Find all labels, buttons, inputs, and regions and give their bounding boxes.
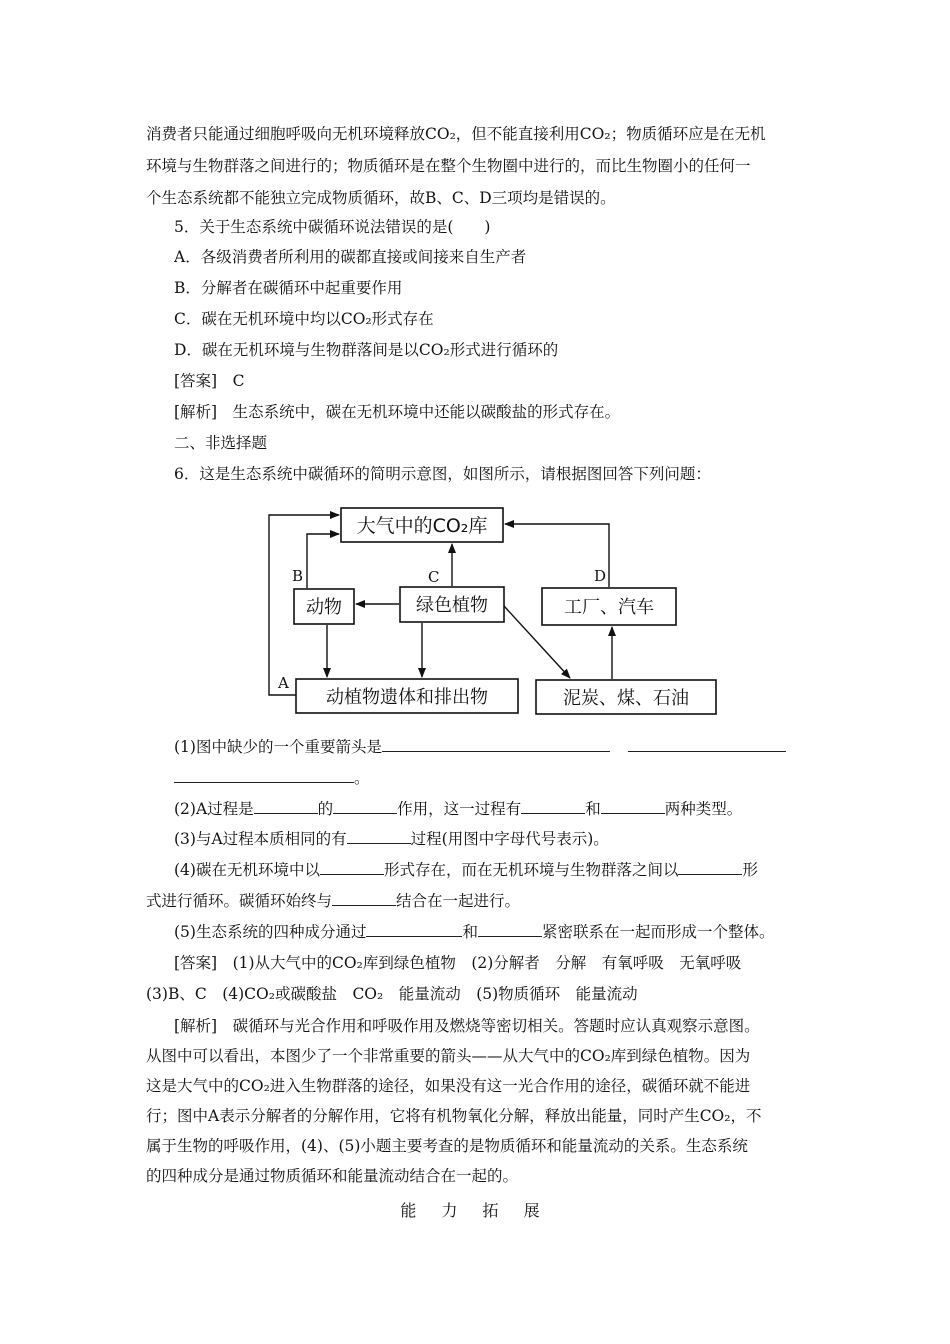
- q5-option-a: A．各级消费者所利用的碳都直接或间接来自生产者: [174, 248, 527, 266]
- q6-sub4-line1: [174, 860, 758, 880]
- q6-sub3-text: 过程(用图中字母代号表示)。: [410, 830, 609, 848]
- q5-option-b: B．分解者在碳循环中起重要作用: [174, 279, 403, 297]
- q6-sub4-text: (4)碳在无机环境中以: [174, 861, 320, 879]
- q5-option-d: D．碳在无机环境与生物群落间是以CO₂形式进行循环的: [174, 341, 559, 359]
- q5-stem: 5．关于生态系统中碳循环说法错误的是( ): [174, 218, 491, 236]
- q6-sub3: [174, 829, 609, 849]
- q6-sub3-text: (3)与A过程本质相同的有: [174, 830, 347, 848]
- q6-sub5: [174, 922, 775, 942]
- answer-blank[interactable]: [521, 799, 585, 814]
- q6-sub1: [174, 737, 786, 757]
- q6-sub4-line2: [146, 891, 520, 911]
- q6-sub1-end: 。: [354, 769, 370, 787]
- carbon-cycle-diagram: [262, 502, 732, 724]
- answer-blank[interactable]: [478, 922, 542, 937]
- remains-label: 动植物遗体和排出物: [326, 687, 488, 708]
- q6-sub1-cont: [174, 768, 370, 788]
- q6-stem: 6．这是生态系统中碳循环的简明示意图，如图所示，请根据图回答下列问题：: [174, 465, 711, 483]
- label-a: A: [278, 674, 289, 692]
- q5-option-c: C．碳在无机环境中均以CO₂形式存在: [174, 310, 434, 328]
- intro-line-3: 个生态系统都不能独立完成物质循环，故B、C、D三项均是错误的。: [146, 189, 616, 207]
- section-heading: 能 力 拓 展: [400, 1201, 550, 1220]
- q6-sub1-text: (1)图中缺少的一个重要箭头是: [174, 738, 382, 756]
- q6-answer-line-2: (3)B、C (4)CO₂或碳酸盐 CO₂ 能量流动 (5)物质循环 能量流动: [146, 985, 638, 1003]
- q6-sub4-text: 式进行循环。碳循环始终与: [146, 892, 333, 910]
- animals-label: 动物: [306, 597, 342, 618]
- q6-analysis-line-6: 的四种成分是通过物质循环和能量流动结合在一起的。: [146, 1167, 519, 1185]
- q6-analysis-line-1: [解析] 碳循环与光合作用和呼吸作用及燃烧等密切相关。答题时应认真观察示意图。: [174, 1017, 760, 1035]
- answer-blank[interactable]: [347, 829, 411, 844]
- q5-analysis: [解析] 生态系统中，碳在无机环境中还能以碳酸盐的形式存在。: [174, 403, 621, 421]
- q6-sub2: [174, 799, 742, 819]
- fossil-label: 泥炭、煤、石油: [563, 688, 689, 709]
- q6-answer-line-1: [答案] (1)从大气中的CO₂库到绿色植物 (2)分解者 分解 有氧呼吸 无氧呼吸: [174, 954, 742, 972]
- q6-analysis-line-3: 这是大气中的CO₂进入生物群落的途径，如果没有这一光合作用的途径，碳循环就不能进: [146, 1077, 751, 1095]
- q6-sub2-text: 作用，这一过程有: [397, 800, 522, 818]
- answer-blank[interactable]: [332, 891, 396, 906]
- plants-label: 绿色植物: [416, 595, 488, 616]
- q6-sub5-text: 紧密联系在一起而形成一个整体。: [541, 923, 775, 941]
- answer-blank[interactable]: [382, 737, 610, 752]
- q5-answer: [答案] C: [174, 372, 245, 390]
- intro-line-2: 环境与生物群落之间进行的；物质循环是在整个生物圈中进行的，而比生物圈小的任何一: [146, 157, 751, 175]
- q6-sub5-text: (5)生态系统的四种成分通过: [174, 923, 367, 941]
- answer-blank[interactable]: [320, 860, 384, 875]
- section-2-title: 二、非选择题: [174, 434, 268, 452]
- q6-sub2-text: 两种类型。: [664, 800, 743, 818]
- q6-analysis-line-4: 行；图中A表示分解者的分解作用，它将有机物氧化分解，释放出能量，同时产生CO₂，不: [146, 1107, 762, 1125]
- answer-blank[interactable]: [366, 922, 462, 937]
- answer-blank[interactable]: [174, 768, 354, 783]
- factory-label: 工厂、汽车: [564, 597, 654, 618]
- label-b: B: [292, 567, 304, 585]
- q6-analysis-line-5: 属于生物的呼吸作用，(4)、(5)小题主要考查的是物质循环和能量流动的关系。生态系统: [146, 1137, 748, 1155]
- arrow-b-animals-to-atmosphere: [307, 534, 339, 588]
- atmosphere-label: 大气中的CO₂库: [356, 515, 488, 537]
- q6-analysis-line-2: 从图中可以看出，本图少了一个非常重要的箭头——从大气中的CO₂库到绿色植物。因为: [146, 1047, 751, 1065]
- q6-sub2-text: (2)A过程是: [174, 800, 254, 818]
- label-d: D: [594, 567, 607, 585]
- answer-blank[interactable]: [254, 799, 318, 814]
- q6-sub4-text: 形: [742, 861, 758, 879]
- answer-blank[interactable]: [678, 860, 742, 875]
- q6-sub4-text: 结合在一起进行。: [396, 892, 521, 910]
- q6-sub2-text: 和: [585, 800, 601, 818]
- answer-blank[interactable]: [601, 799, 665, 814]
- q6-sub2-text: 的: [317, 800, 334, 818]
- answer-blank[interactable]: [628, 737, 786, 752]
- q6-sub4-text: 形式存在，而在无机环境与生物群落之间以: [383, 861, 679, 879]
- intro-line-1: 消费者只能通过细胞呼吸向无机环境释放CO₂，但不能直接利用CO₂；物质循环应是在无机: [146, 125, 766, 143]
- label-c: C: [428, 568, 440, 586]
- q6-sub5-text: 和: [462, 923, 478, 941]
- answer-blank[interactable]: [333, 799, 397, 814]
